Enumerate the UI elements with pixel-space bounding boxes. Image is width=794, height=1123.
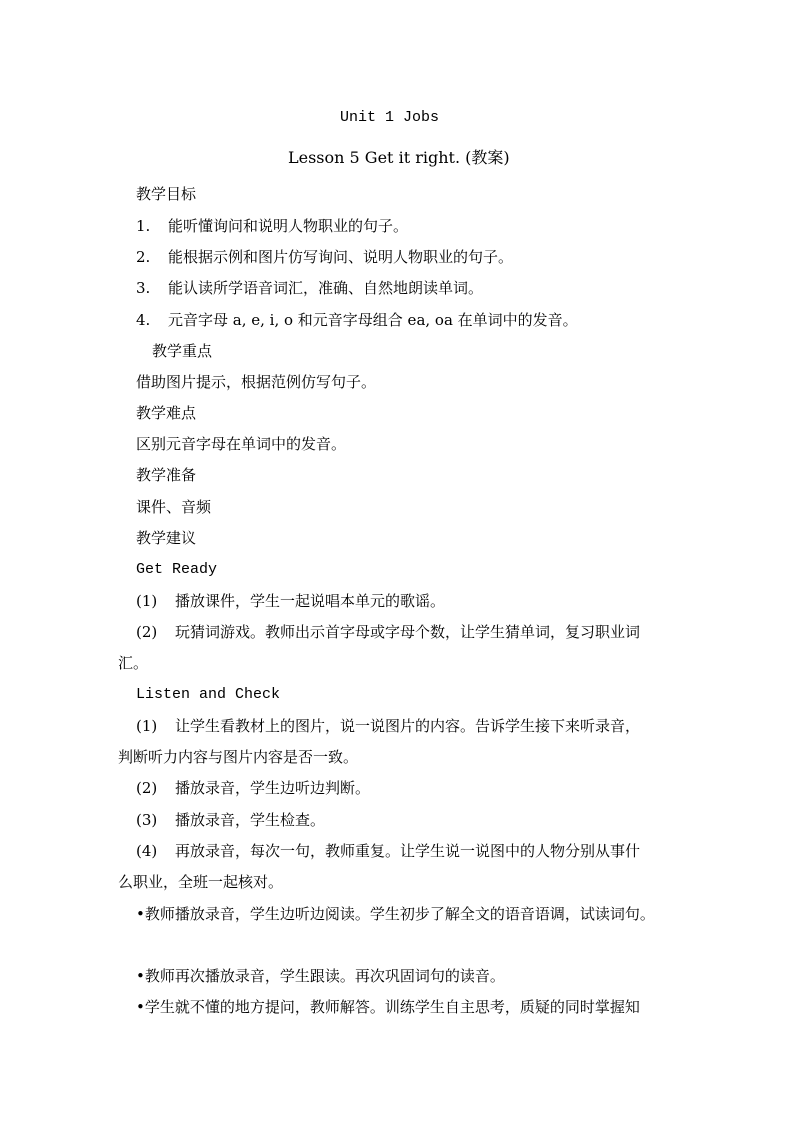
objective-number: 1.	[136, 217, 151, 235]
bullet-item: •教师再次播放录音，学生跟读。再次巩固词句的读音。	[136, 967, 505, 985]
objective-text: 能听懂询问和说明人物职业的句子。	[168, 217, 409, 235]
listen-step-continuation: 判断听力内容与图片内容是否一致。	[118, 748, 359, 766]
step-text: 再放录音，每次一句，教师重复。让学生说一说图中的人物分别从事什	[175, 842, 641, 860]
unit-title: Unit 1 Jobs	[340, 109, 440, 126]
key-text: 借助图片提示，根据范例仿写句子。	[136, 373, 377, 391]
step-number: (3)	[136, 811, 158, 829]
get-ready-step-continuation: 汇。	[118, 654, 149, 672]
step-text: 播放录音，学生边听边判断。	[175, 779, 371, 797]
key-heading: 教学重点	[152, 342, 213, 360]
step-number: (1)	[136, 592, 158, 610]
step-text: 玩猜词游戏。教师出示首字母或字母个数，让学生猜单词，复习职业词	[175, 623, 641, 641]
step-number: (1)	[136, 717, 158, 735]
prep-heading: 教学准备	[136, 466, 197, 484]
objective-number: 2.	[136, 248, 151, 266]
objective-text: 能认读所学语音词汇，准确、自然地朗读单词。	[168, 279, 484, 297]
objective-number: 3.	[136, 279, 151, 297]
step-text: 播放课件，学生一起说唱本单元的歌谣。	[175, 592, 446, 610]
listen-check-heading: Listen and Check	[136, 686, 281, 703]
step-number: (2)	[136, 779, 158, 797]
lesson-title	[288, 148, 510, 168]
listen-step-continuation: 么职业，全班一起核对。	[118, 873, 284, 891]
step-text: 让学生看教材上的图片，说一说图片的内容。告诉学生接下来听录音，	[175, 717, 641, 735]
suggest-heading: 教学建议	[136, 529, 197, 547]
difficulty-text: 区别元音字母在单词中的发音。	[136, 435, 347, 453]
step-number: (4)	[136, 842, 158, 860]
step-text: 播放录音，学生检查。	[175, 811, 326, 829]
step-number: (2)	[136, 623, 158, 641]
objective-number: 4.	[136, 311, 151, 329]
prep-text: 课件、音频	[136, 498, 212, 516]
bullet-item: •教师播放录音，学生边听边阅读。学生初步了解全文的语音语调，试读词句。	[136, 905, 655, 923]
objective-text: 能根据示例和图片仿写询问、说明人物职业的句子。	[168, 248, 514, 266]
objectives-heading: 教学目标	[136, 185, 197, 203]
objective-text: 元音字母 a, e, i, o 和元音字母组合 ea, oa 在单词中的发音。	[168, 311, 578, 329]
difficulty-heading: 教学难点	[136, 404, 197, 422]
lesson-title-text: Lesson 5 Get it right. (教案)	[288, 148, 510, 167]
get-ready-heading: Get Ready	[136, 561, 218, 578]
bullet-item: •学生就不懂的地方提问，教师解答。训练学生自主思考，质疑的同时掌握知	[136, 998, 640, 1016]
